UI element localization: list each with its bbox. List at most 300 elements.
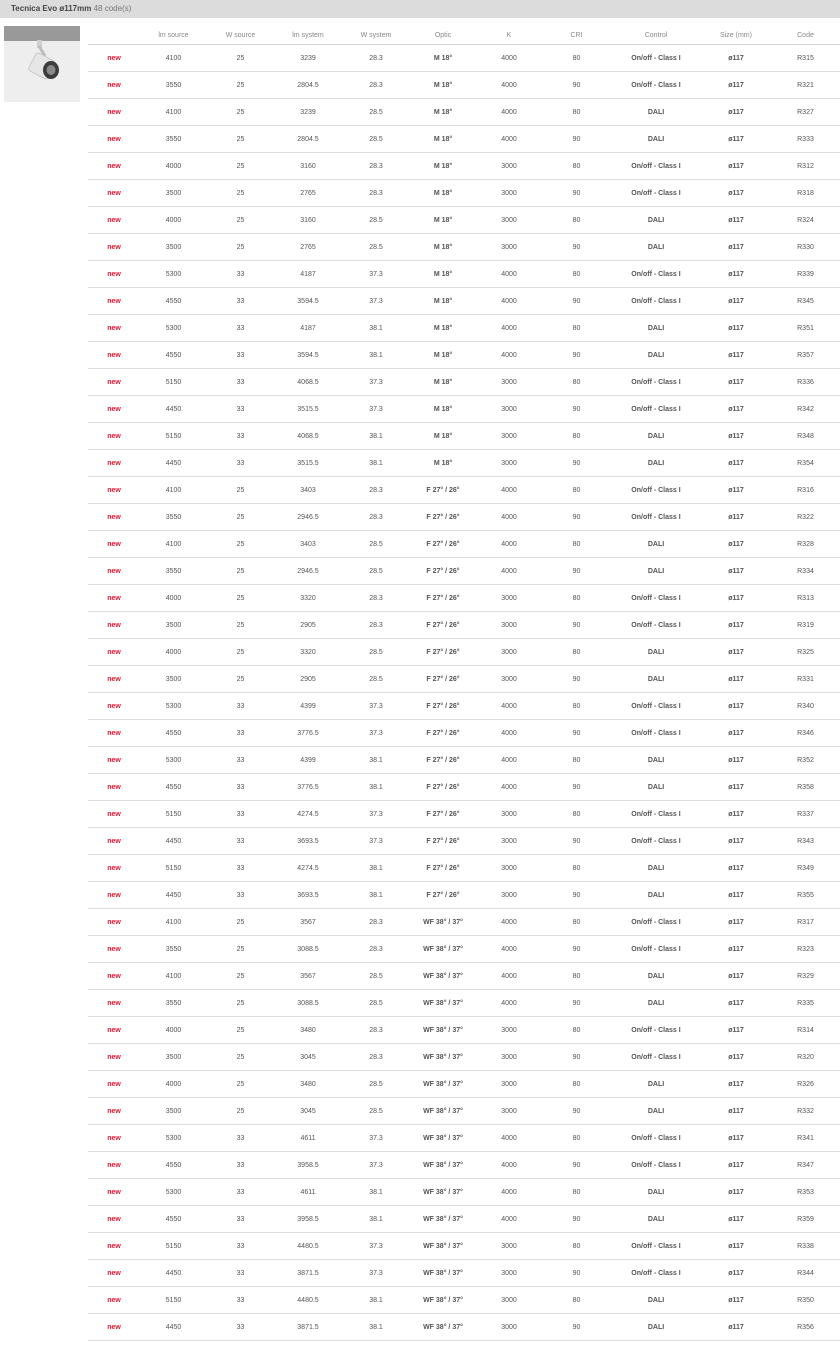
- cell-code: R347: [771, 1152, 840, 1179]
- cell-w-system: 28.5: [342, 558, 410, 585]
- cell-k: 4000: [476, 531, 542, 558]
- cell-lm-source: 5150: [140, 1233, 207, 1260]
- cell-code: R348: [771, 423, 840, 450]
- cell-lm-system: 3958.5: [274, 1206, 342, 1233]
- table-row[interactable]: [88, 990, 840, 1017]
- cell-optic: WF 38° / 37°: [410, 1314, 476, 1341]
- cell-lm-source: 5300: [140, 261, 207, 288]
- table-row[interactable]: [88, 261, 840, 288]
- new-badge: new: [88, 99, 140, 126]
- table-row[interactable]: [88, 1287, 840, 1314]
- cell-lm-system: 2765: [274, 180, 342, 207]
- cell-code: R344: [771, 1260, 840, 1287]
- table-row[interactable]: [88, 288, 840, 315]
- cell-w-system: 38.1: [342, 423, 410, 450]
- cell-lm-system: 2905: [274, 612, 342, 639]
- cell-w-source: 25: [207, 666, 274, 693]
- cell-w-system: 28.5: [342, 531, 410, 558]
- cell-code: R324: [771, 207, 840, 234]
- cell-size: ø117: [701, 1287, 771, 1314]
- cell-lm-source: 4100: [140, 909, 207, 936]
- table-row[interactable]: [88, 1098, 840, 1125]
- cell-w-system: 38.1: [342, 882, 410, 909]
- cell-optic: WF 38° / 37°: [410, 1098, 476, 1125]
- cell-code: R346: [771, 720, 840, 747]
- table-row[interactable]: [88, 639, 840, 666]
- cell-w-source: 25: [207, 504, 274, 531]
- column-header-k: K: [476, 26, 542, 45]
- cell-cri: 90: [542, 558, 611, 585]
- table-row[interactable]: [88, 1125, 840, 1152]
- new-badge: new: [88, 126, 140, 153]
- cell-w-source: 33: [207, 450, 274, 477]
- cell-cri: 90: [542, 612, 611, 639]
- product-codes-table-wrap: [88, 26, 840, 1341]
- cell-lm-system: 3567: [274, 909, 342, 936]
- cell-w-system: 28.3: [342, 45, 410, 72]
- table-row[interactable]: [88, 153, 840, 180]
- cell-code: R314: [771, 1017, 840, 1044]
- new-badge: new: [88, 396, 140, 423]
- cell-lm-system: 3403: [274, 531, 342, 558]
- cell-code: R316: [771, 477, 840, 504]
- cell-code: R331: [771, 666, 840, 693]
- cell-control: DALI: [611, 747, 701, 774]
- cell-lm-system: 3088.5: [274, 990, 342, 1017]
- cell-optic: WF 38° / 37°: [410, 1206, 476, 1233]
- cell-control: On/off - Class I: [611, 477, 701, 504]
- cell-size: ø117: [701, 747, 771, 774]
- cell-lm-system: 2905: [274, 666, 342, 693]
- cell-optic: M 18°: [410, 423, 476, 450]
- cell-cri: 80: [542, 1287, 611, 1314]
- cell-cri: 80: [542, 99, 611, 126]
- table-row[interactable]: [88, 1017, 840, 1044]
- cell-k: 4000: [476, 558, 542, 585]
- table-row[interactable]: [88, 1260, 840, 1287]
- cell-lm-source: 4550: [140, 720, 207, 747]
- cell-k: 4000: [476, 504, 542, 531]
- cell-lm-source: 3550: [140, 504, 207, 531]
- new-badge: new: [88, 909, 140, 936]
- table-row[interactable]: [88, 963, 840, 990]
- cell-lm-system: 3480: [274, 1017, 342, 1044]
- cell-cri: 80: [542, 153, 611, 180]
- cell-code: R319: [771, 612, 840, 639]
- cell-k: 3000: [476, 1287, 542, 1314]
- cell-lm-system: 3693.5: [274, 828, 342, 855]
- cell-lm-system: 4187: [274, 261, 342, 288]
- cell-w-system: 38.1: [342, 747, 410, 774]
- cell-lm-source: 4000: [140, 207, 207, 234]
- cell-w-system: 38.1: [342, 855, 410, 882]
- cell-control: DALI: [611, 99, 701, 126]
- cell-size: ø117: [701, 1314, 771, 1341]
- table-row[interactable]: [88, 207, 840, 234]
- cell-w-system: 37.3: [342, 1233, 410, 1260]
- cell-k: 4000: [476, 963, 542, 990]
- cell-w-system: 37.3: [342, 369, 410, 396]
- table-row[interactable]: [88, 423, 840, 450]
- cell-optic: WF 38° / 37°: [410, 1179, 476, 1206]
- cell-w-system: 37.3: [342, 1125, 410, 1152]
- new-badge: new: [88, 558, 140, 585]
- cell-cri: 80: [542, 747, 611, 774]
- cell-optic: M 18°: [410, 315, 476, 342]
- cell-optic: WF 38° / 37°: [410, 1260, 476, 1287]
- table-row[interactable]: [88, 693, 840, 720]
- cell-code: R333: [771, 126, 840, 153]
- table-row[interactable]: [88, 1071, 840, 1098]
- table-row[interactable]: [88, 180, 840, 207]
- cell-cri: 80: [542, 1233, 611, 1260]
- cell-code: R318: [771, 180, 840, 207]
- cell-size: ø117: [701, 990, 771, 1017]
- cell-cri: 90: [542, 504, 611, 531]
- product-header[interactable]: [0, 0, 840, 18]
- cell-lm-system: 3871.5: [274, 1314, 342, 1341]
- cell-code: R330: [771, 234, 840, 261]
- cell-optic: WF 38° / 37°: [410, 909, 476, 936]
- new-badge: new: [88, 1179, 140, 1206]
- cell-optic: WF 38° / 37°: [410, 1017, 476, 1044]
- table-row[interactable]: [88, 747, 840, 774]
- cell-k: 3000: [476, 396, 542, 423]
- cell-w-source: 33: [207, 1179, 274, 1206]
- new-badge: new: [88, 1233, 140, 1260]
- cell-w-system: 37.3: [342, 288, 410, 315]
- cell-size: ø117: [701, 207, 771, 234]
- cell-k: 3000: [476, 450, 542, 477]
- track-spotlight-icon: [4, 26, 80, 102]
- table-row[interactable]: [88, 720, 840, 747]
- cell-k: 3000: [476, 1260, 542, 1287]
- table-row[interactable]: [88, 585, 840, 612]
- cell-size: ø117: [701, 126, 771, 153]
- table-row[interactable]: [88, 1152, 840, 1179]
- cell-control: DALI: [611, 1179, 701, 1206]
- table-row[interactable]: [88, 315, 840, 342]
- cell-code: R332: [771, 1098, 840, 1125]
- cell-code: R328: [771, 531, 840, 558]
- cell-control: On/off - Class I: [611, 1152, 701, 1179]
- table-row[interactable]: [88, 369, 840, 396]
- cell-size: ø117: [701, 369, 771, 396]
- cell-optic: M 18°: [410, 207, 476, 234]
- table-row[interactable]: [88, 855, 840, 882]
- cell-code: R336: [771, 369, 840, 396]
- new-badge: new: [88, 423, 140, 450]
- cell-lm-source: 4100: [140, 477, 207, 504]
- cell-lm-source: 4100: [140, 963, 207, 990]
- table-row[interactable]: [88, 99, 840, 126]
- new-badge: new: [88, 1152, 140, 1179]
- new-badge: new: [88, 1071, 140, 1098]
- table-row[interactable]: [88, 666, 840, 693]
- cell-cri: 90: [542, 234, 611, 261]
- table-row[interactable]: [88, 612, 840, 639]
- cell-code: R334: [771, 558, 840, 585]
- cell-code: R323: [771, 936, 840, 963]
- table-row[interactable]: [88, 828, 840, 855]
- cell-optic: F 27° / 26°: [410, 720, 476, 747]
- cell-lm-source: 3550: [140, 558, 207, 585]
- table-row[interactable]: [88, 909, 840, 936]
- cell-optic: F 27° / 26°: [410, 747, 476, 774]
- table-row[interactable]: [88, 234, 840, 261]
- cell-optic: F 27° / 26°: [410, 801, 476, 828]
- cell-optic: F 27° / 26°: [410, 531, 476, 558]
- cell-cri: 80: [542, 963, 611, 990]
- cell-size: ø117: [701, 774, 771, 801]
- table-row[interactable]: [88, 126, 840, 153]
- new-badge: new: [88, 72, 140, 99]
- cell-cri: 80: [542, 801, 611, 828]
- cell-optic: F 27° / 26°: [410, 504, 476, 531]
- cell-optic: F 27° / 26°: [410, 774, 476, 801]
- table-row[interactable]: [88, 1206, 840, 1233]
- cell-w-source: 33: [207, 747, 274, 774]
- cell-optic: F 27° / 26°: [410, 828, 476, 855]
- table-row[interactable]: [88, 882, 840, 909]
- table-row[interactable]: [88, 45, 840, 72]
- cell-control: DALI: [611, 207, 701, 234]
- new-badge: new: [88, 180, 140, 207]
- cell-size: ø117: [701, 855, 771, 882]
- cell-control: DALI: [611, 774, 701, 801]
- cell-size: ø117: [701, 504, 771, 531]
- cell-optic: M 18°: [410, 45, 476, 72]
- cell-size: ø117: [701, 72, 771, 99]
- cell-w-source: 25: [207, 99, 274, 126]
- cell-size: ø117: [701, 1044, 771, 1071]
- cell-lm-system: 3160: [274, 207, 342, 234]
- new-badge: new: [88, 153, 140, 180]
- cell-optic: WF 38° / 37°: [410, 963, 476, 990]
- cell-cri: 90: [542, 342, 611, 369]
- cell-optic: M 18°: [410, 234, 476, 261]
- cell-control: On/off - Class I: [611, 504, 701, 531]
- cell-optic: F 27° / 26°: [410, 612, 476, 639]
- cell-control: DALI: [611, 342, 701, 369]
- table-row[interactable]: [88, 1233, 840, 1260]
- cell-w-system: 37.3: [342, 720, 410, 747]
- cell-lm-system: 4399: [274, 747, 342, 774]
- cell-size: ø117: [701, 288, 771, 315]
- table-row[interactable]: [88, 801, 840, 828]
- cell-w-system: 28.5: [342, 99, 410, 126]
- cell-lm-system: 3594.5: [274, 288, 342, 315]
- cell-cri: 90: [542, 720, 611, 747]
- product-thumbnail[interactable]: [4, 26, 80, 102]
- cell-control: DALI: [611, 639, 701, 666]
- cell-k: 3000: [476, 612, 542, 639]
- product-title: [11, 0, 131, 18]
- cell-size: ø117: [701, 396, 771, 423]
- cell-w-source: 25: [207, 936, 274, 963]
- new-badge: new: [88, 720, 140, 747]
- cell-cri: 80: [542, 315, 611, 342]
- cell-lm-system: 3871.5: [274, 1260, 342, 1287]
- cell-cri: 80: [542, 909, 611, 936]
- cell-lm-system: 4611: [274, 1125, 342, 1152]
- cell-code: R357: [771, 342, 840, 369]
- cell-lm-system: 4274.5: [274, 855, 342, 882]
- cell-optic: WF 38° / 37°: [410, 936, 476, 963]
- table-row[interactable]: [88, 1044, 840, 1071]
- table-row[interactable]: [88, 477, 840, 504]
- cell-size: ø117: [701, 423, 771, 450]
- cell-w-source: 33: [207, 855, 274, 882]
- cell-cri: 90: [542, 774, 611, 801]
- cell-lm-system: 3594.5: [274, 342, 342, 369]
- cell-w-system: 28.5: [342, 963, 410, 990]
- cell-optic: M 18°: [410, 99, 476, 126]
- cell-size: ø117: [701, 342, 771, 369]
- cell-lm-system: 4187: [274, 315, 342, 342]
- cell-w-source: 25: [207, 1098, 274, 1125]
- cell-cri: 80: [542, 207, 611, 234]
- table-row[interactable]: [88, 504, 840, 531]
- cell-w-system: 28.3: [342, 936, 410, 963]
- cell-code: R358: [771, 774, 840, 801]
- column-header-lm-system: lm system: [274, 26, 342, 45]
- cell-code: R353: [771, 1179, 840, 1206]
- cell-lm-system: 3045: [274, 1098, 342, 1125]
- cell-k: 3000: [476, 1044, 542, 1071]
- table-row[interactable]: [88, 774, 840, 801]
- new-badge: new: [88, 477, 140, 504]
- cell-lm-system: 3480: [274, 1071, 342, 1098]
- cell-w-system: 38.1: [342, 342, 410, 369]
- cell-cri: 90: [542, 1206, 611, 1233]
- new-badge: new: [88, 585, 140, 612]
- cell-lm-source: 4550: [140, 342, 207, 369]
- cell-control: DALI: [611, 1098, 701, 1125]
- cell-lm-system: 2946.5: [274, 504, 342, 531]
- table-row[interactable]: [88, 558, 840, 585]
- cell-w-source: 25: [207, 180, 274, 207]
- cell-control: DALI: [611, 531, 701, 558]
- cell-lm-system: 4480.5: [274, 1233, 342, 1260]
- cell-lm-source: 4000: [140, 153, 207, 180]
- cell-lm-source: 3500: [140, 666, 207, 693]
- new-badge: new: [88, 747, 140, 774]
- cell-lm-system: 3515.5: [274, 396, 342, 423]
- cell-control: On/off - Class I: [611, 288, 701, 315]
- cell-control: DALI: [611, 315, 701, 342]
- cell-code: R321: [771, 72, 840, 99]
- column-header-code: Code: [771, 26, 840, 45]
- table-row[interactable]: [88, 1314, 840, 1341]
- cell-lm-source: 3500: [140, 1098, 207, 1125]
- cell-optic: M 18°: [410, 180, 476, 207]
- cell-size: ø117: [701, 963, 771, 990]
- cell-k: 4000: [476, 1125, 542, 1152]
- new-badge: new: [88, 801, 140, 828]
- cell-k: 4000: [476, 477, 542, 504]
- cell-control: On/off - Class I: [611, 153, 701, 180]
- cell-k: 4000: [476, 126, 542, 153]
- new-badge: new: [88, 855, 140, 882]
- cell-cri: 80: [542, 639, 611, 666]
- table-row[interactable]: [88, 342, 840, 369]
- cell-optic: M 18°: [410, 369, 476, 396]
- cell-w-source: 25: [207, 909, 274, 936]
- cell-w-system: 38.1: [342, 1287, 410, 1314]
- cell-control: DALI: [611, 558, 701, 585]
- cell-optic: F 27° / 26°: [410, 882, 476, 909]
- cell-lm-source: 3550: [140, 72, 207, 99]
- cell-lm-system: 4399: [274, 693, 342, 720]
- cell-optic: WF 38° / 37°: [410, 990, 476, 1017]
- table-row[interactable]: [88, 72, 840, 99]
- cell-cri: 90: [542, 450, 611, 477]
- cell-k: 4000: [476, 261, 542, 288]
- cell-w-system: 37.3: [342, 261, 410, 288]
- cell-size: ø117: [701, 1260, 771, 1287]
- cell-w-source: 33: [207, 1152, 274, 1179]
- cell-control: DALI: [611, 666, 701, 693]
- cell-code: R338: [771, 1233, 840, 1260]
- cell-lm-source: 5150: [140, 1287, 207, 1314]
- cell-cri: 90: [542, 1260, 611, 1287]
- cell-code: R326: [771, 1071, 840, 1098]
- cell-lm-source: 5300: [140, 1125, 207, 1152]
- cell-lm-source: 5300: [140, 315, 207, 342]
- table-row[interactable]: [88, 450, 840, 477]
- column-header-size: Size (mm): [701, 26, 771, 45]
- cell-control: On/off - Class I: [611, 180, 701, 207]
- cell-w-source: 25: [207, 963, 274, 990]
- cell-size: ø117: [701, 1098, 771, 1125]
- cell-code: R337: [771, 801, 840, 828]
- cell-lm-source: 5300: [140, 693, 207, 720]
- code-count: 48 code(s): [93, 4, 132, 13]
- cell-k: 3000: [476, 855, 542, 882]
- cell-optic: WF 38° / 37°: [410, 1071, 476, 1098]
- new-badge: new: [88, 342, 140, 369]
- cell-control: On/off - Class I: [611, 693, 701, 720]
- table-row[interactable]: [88, 1179, 840, 1206]
- table-row[interactable]: [88, 531, 840, 558]
- new-badge: new: [88, 693, 140, 720]
- cell-size: ø117: [701, 1071, 771, 1098]
- table-row[interactable]: [88, 936, 840, 963]
- cell-size: ø117: [701, 639, 771, 666]
- cell-k: 4000: [476, 936, 542, 963]
- cell-lm-system: 3776.5: [274, 720, 342, 747]
- new-badge: new: [88, 45, 140, 72]
- cell-cri: 80: [542, 423, 611, 450]
- cell-lm-source: 4100: [140, 531, 207, 558]
- cell-w-source: 33: [207, 1314, 274, 1341]
- cell-lm-source: 4000: [140, 1017, 207, 1044]
- cell-w-system: 37.3: [342, 801, 410, 828]
- new-badge: new: [88, 288, 140, 315]
- cell-w-system: 37.3: [342, 1152, 410, 1179]
- cell-cri: 90: [542, 1044, 611, 1071]
- cell-control: DALI: [611, 882, 701, 909]
- cell-size: ø117: [701, 1017, 771, 1044]
- cell-size: ø117: [701, 1179, 771, 1206]
- cell-control: DALI: [611, 1071, 701, 1098]
- cell-optic: WF 38° / 37°: [410, 1287, 476, 1314]
- cell-w-system: 28.5: [342, 666, 410, 693]
- cell-optic: F 27° / 26°: [410, 639, 476, 666]
- table-row[interactable]: [88, 396, 840, 423]
- column-header-badge: [88, 26, 140, 45]
